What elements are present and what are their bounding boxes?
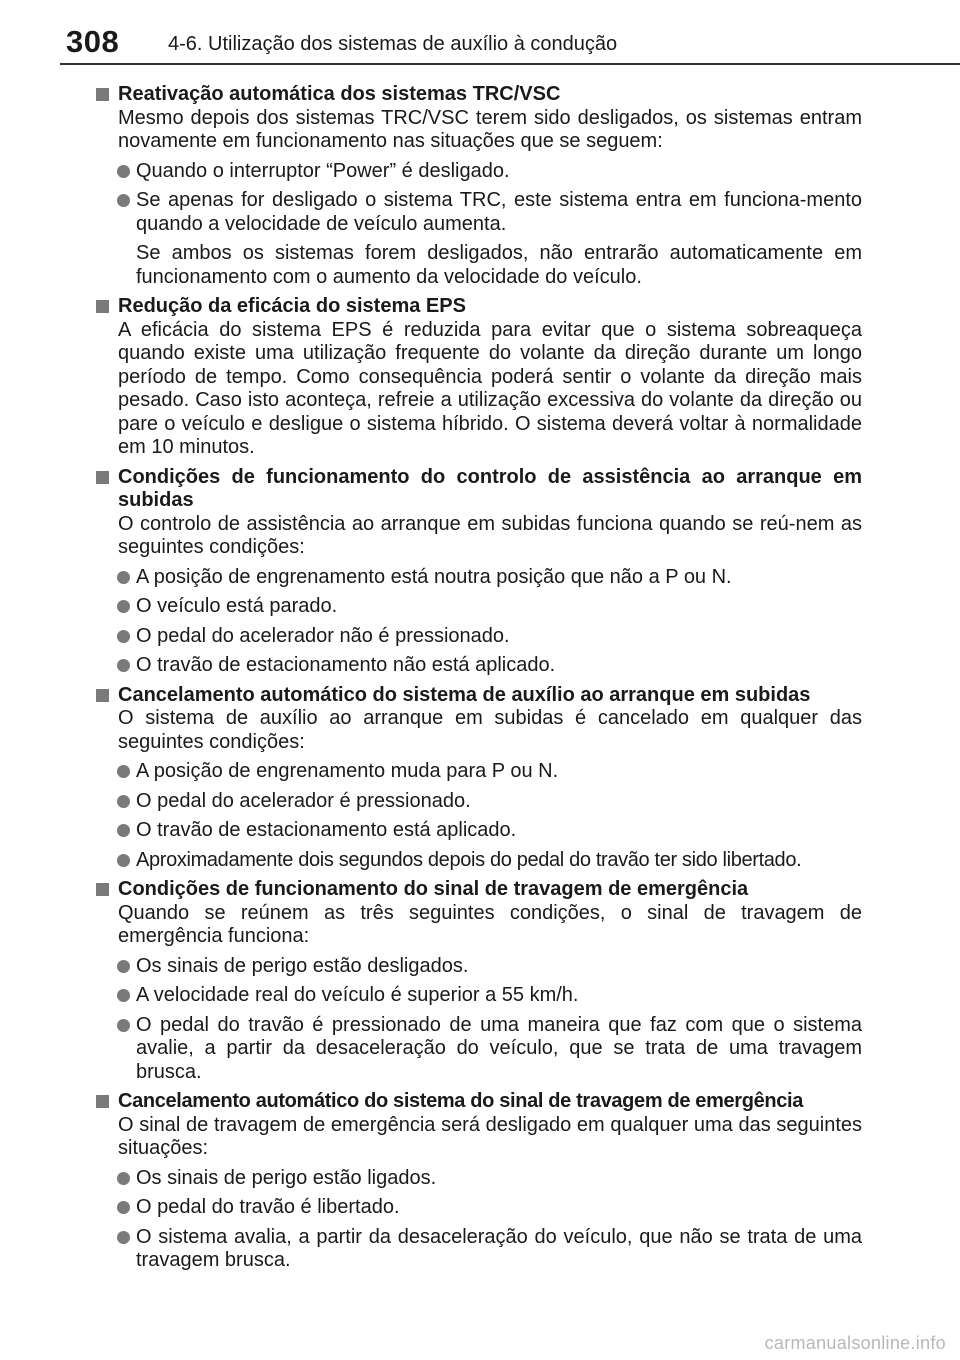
circle-bullet-icon (117, 659, 130, 672)
circle-bullet-icon (117, 630, 130, 643)
section-trc-vsc-reactivation (96, 83, 862, 289)
circle-bullet-icon (117, 1231, 130, 1244)
circle-bullet-icon (117, 824, 130, 837)
section-hill-start-cancel (96, 684, 862, 873)
circle-bullet-icon (117, 1172, 130, 1185)
section-emergency-signal-cancel (96, 1090, 862, 1273)
circle-bullet-icon (117, 1019, 130, 1032)
square-bullet-icon (96, 88, 109, 101)
section-hill-start-conditions (96, 466, 862, 678)
section-title: Condições de funcionamento do controlo de assistência ao arranque em subidas (96, 466, 862, 513)
circle-bullet-icon (117, 165, 130, 178)
list-item: O pedal do travão é pressionado de uma maneira que faz com que o sistema avalie, a partir da desaceleração do veículo, que se trata de uma travagem brusca. (96, 1014, 862, 1085)
section-title: Condições de funcionamento do sinal de travagem de emergência (96, 878, 862, 902)
circle-bullet-icon (117, 194, 130, 207)
section-emergency-signal-conditions (96, 878, 862, 1084)
section-paragraph: Quando se reúnem as três seguintes condições, o sinal de travagem de emergência funciona: (118, 901, 862, 947)
list-item: A posição de engrenamento muda para P ou N. (96, 760, 862, 784)
section-paragraph: A eficácia do sistema EPS é reduzida para evitar que o sistema sobreaqueça quando existe uma utilização frequente do volante da direção durante um longo período de tempo. Como consequência poderá sentir o volante da direção mais pesado. Caso isto aconteça, refreie a utilização excessiva do volante da direção ou pare o veículo e desligue o sistema híbrido. O sistema deverá voltar à normalidade em 10 minutos. (118, 318, 862, 458)
list-item: O sistema avalia, a partir da desaceleração do veículo, que não se trata de uma travagem brusca. (96, 1226, 862, 1273)
list-item: Se apenas for desligado o sistema TRC, este sistema entra em funciona-mento quando a velocidade de veículo aumenta. (96, 189, 862, 236)
circle-bullet-icon (117, 1201, 130, 1214)
circle-bullet-icon (117, 765, 130, 778)
page-number: 308 (66, 24, 120, 59)
section-paragraph: O sistema de auxílio ao arranque em subidas é cancelado em qualquer das seguintes condições: (118, 707, 862, 753)
list-item: O pedal do acelerador é pressionado. (96, 790, 862, 814)
section-paragraph: O sinal de travagem de emergência será desligado em qualquer uma das seguintes situações: (118, 1113, 862, 1159)
circle-bullet-icon (117, 571, 130, 584)
square-bullet-icon (96, 883, 109, 896)
list-item: Aproximadamente dois segundos depois do pedal do travão ter sido libertado. (96, 849, 862, 873)
list-item: A posição de engrenamento está noutra posição que não a P ou N. (96, 566, 862, 590)
section-title: Redução da eficácia do sistema EPS (96, 295, 862, 319)
section-title: Cancelamento automático do sistema de auxílio ao arranque em subidas (96, 684, 862, 708)
circle-bullet-icon (117, 600, 130, 613)
chapter-title: 4-6. Utilização dos sistemas de auxílio à condução (168, 33, 618, 55)
section-note: Se ambos os sistemas forem desligados, não entrarão automaticamente em funcionamento com o aumento da velocidade do veículo. (136, 242, 862, 288)
square-bullet-icon (96, 300, 109, 313)
section-title: Cancelamento automático do sistema do sinal de travagem de emergência (96, 1090, 862, 1114)
list-item: O pedal do travão é libertado. (96, 1196, 862, 1220)
section-title: Reativação automática dos sistemas TRC/VSC (96, 83, 862, 107)
section-eps-reduction (96, 295, 862, 460)
square-bullet-icon (96, 1095, 109, 1108)
list-item: Os sinais de perigo estão ligados. (96, 1167, 862, 1191)
square-bullet-icon (96, 471, 109, 484)
section-paragraph: Mesmo depois dos sistemas TRC/VSC terem sido desligados, os sistemas entram novamente em funcionamento nas situações que se seguem: (118, 106, 862, 152)
circle-bullet-icon (117, 960, 130, 973)
circle-bullet-icon (117, 989, 130, 1002)
section-paragraph: O controlo de assistência ao arranque em subidas funciona quando se reú-nem as seguintes condições: (118, 512, 862, 558)
list-item: O veículo está parado. (96, 595, 862, 619)
list-item: A velocidade real do veículo é superior a 55 km/h. (96, 984, 862, 1008)
list-item: O travão de estacionamento não está aplicado. (96, 654, 862, 678)
list-item: Quando o interruptor “Power” é desligado. (96, 160, 862, 184)
square-bullet-icon (96, 689, 109, 702)
watermark: carmanualsonline.info (764, 1333, 946, 1353)
list-item: Os sinais de perigo estão desligados. (96, 955, 862, 979)
page-content (96, 77, 862, 1273)
list-item: O pedal do acelerador não é pressionado. (96, 625, 862, 649)
circle-bullet-icon (117, 795, 130, 808)
list-item: O travão de estacionamento está aplicado. (96, 819, 862, 843)
page-header (0, 0, 960, 66)
header-divider (60, 63, 960, 65)
circle-bullet-icon (117, 854, 130, 867)
